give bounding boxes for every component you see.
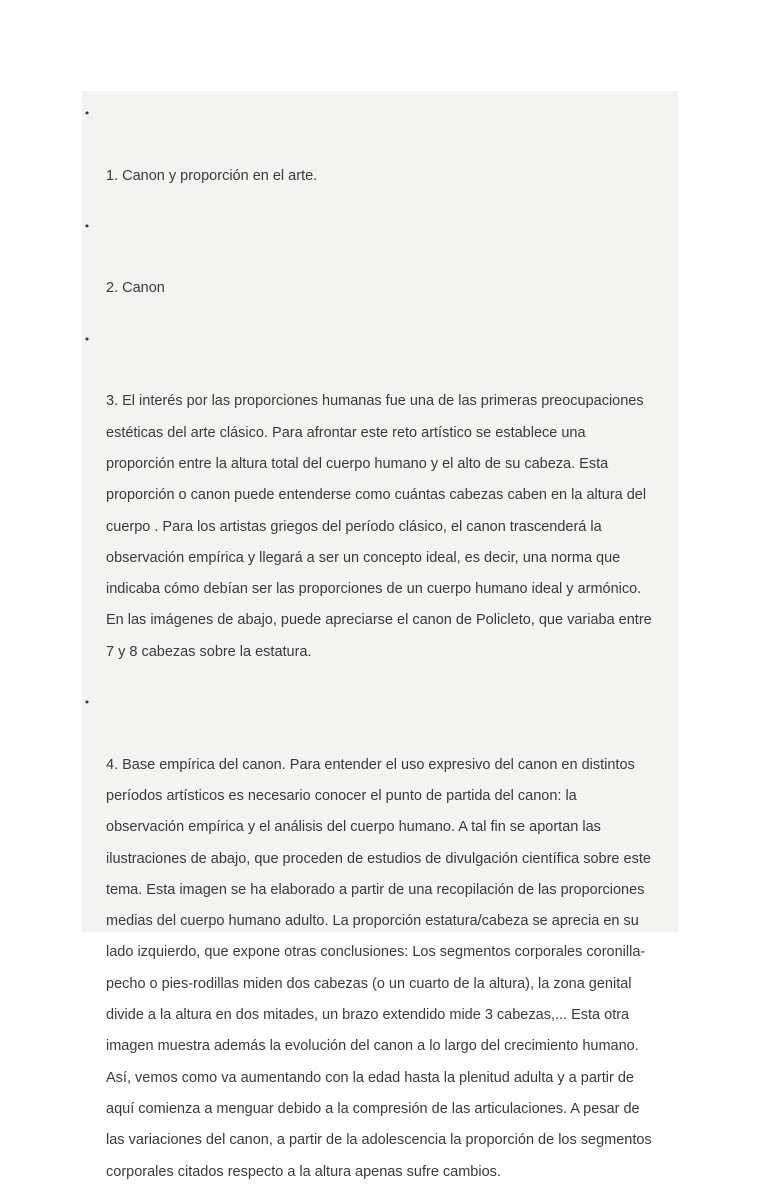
bullet-icon: • (83, 107, 91, 120)
bullet-list (82, 91, 678, 1188)
list-item-text: 2. Canon (106, 280, 165, 297)
list-item (82, 98, 678, 192)
bullet-icon: • (83, 332, 91, 346)
list-item-text: 1. Canon y proporción en el arte. (106, 167, 318, 184)
list-item (82, 211, 678, 305)
list-item (82, 687, 678, 1188)
document-panel (82, 91, 678, 1180)
list-item-text: 3. El interés por las proporciones humanas fue una de las primeras preocupaciones estéticas del arte clásico. Para afrontar este reto artístico se establece una proporción entre la altura total del cuerpo humano y el alto de su cabeza. Esta proporción o canon puede entenderse como cuántas cabezas caben en la altura del cuerpo . Para los artistas griegos del período clásico, el canon trascenderá la observación empírica y llegará a ser un concepto ideal, es decir, una norma que indicaba cómo debían ser las proporciones de un cuerpo humano ideal y armónico. En las imágenes de abajo, puede apreciarse el canon de Policleto, que variaba entre 7 y 8 cabezas sobre la estatura. (106, 393, 652, 660)
list-item-text: 4. Base empírica del canon. Para entender el uso expresivo del canon en distintos períodos artísticos es necesario conocer el punto de partida del canon: la observación empírica y el análisis del cuerpo humano. A tal fin se aportan las ilustraciones de abajo, que proceden de estudios de divulgación científica sobre este tema. Esta imagen se ha elaborado a partir de una recopilación de las proporciones medias del cuerpo humano adulto. La proporción estatura/cabeza se aprecia en su lado izquierdo, que expone otras conclusiones: Los segmentos corporales coronilla- pecho o pies-rodillas miden dos cabezas (o un cuarto de la altura), la zona genital divide a la altura en dos mitades, un brazo extendido mide 3 cabezas,... Esta otra imagen muestra además la evolución del canon a lo largo del crecimiento humano. Así, vemos como va aumentando con la edad hasta la plenitud adulta y a partir de aquí comienza a menguar debido a la compresión de las articulaciones. A pesar de las variaciones del canon, a partir de la adolescencia la proporción de los segmentos corporales citados respecto a la altura apenas sufre cambios. (106, 756, 652, 1180)
bullet-icon: • (83, 696, 91, 710)
bullet-icon: • (83, 219, 91, 233)
list-item (82, 324, 678, 668)
